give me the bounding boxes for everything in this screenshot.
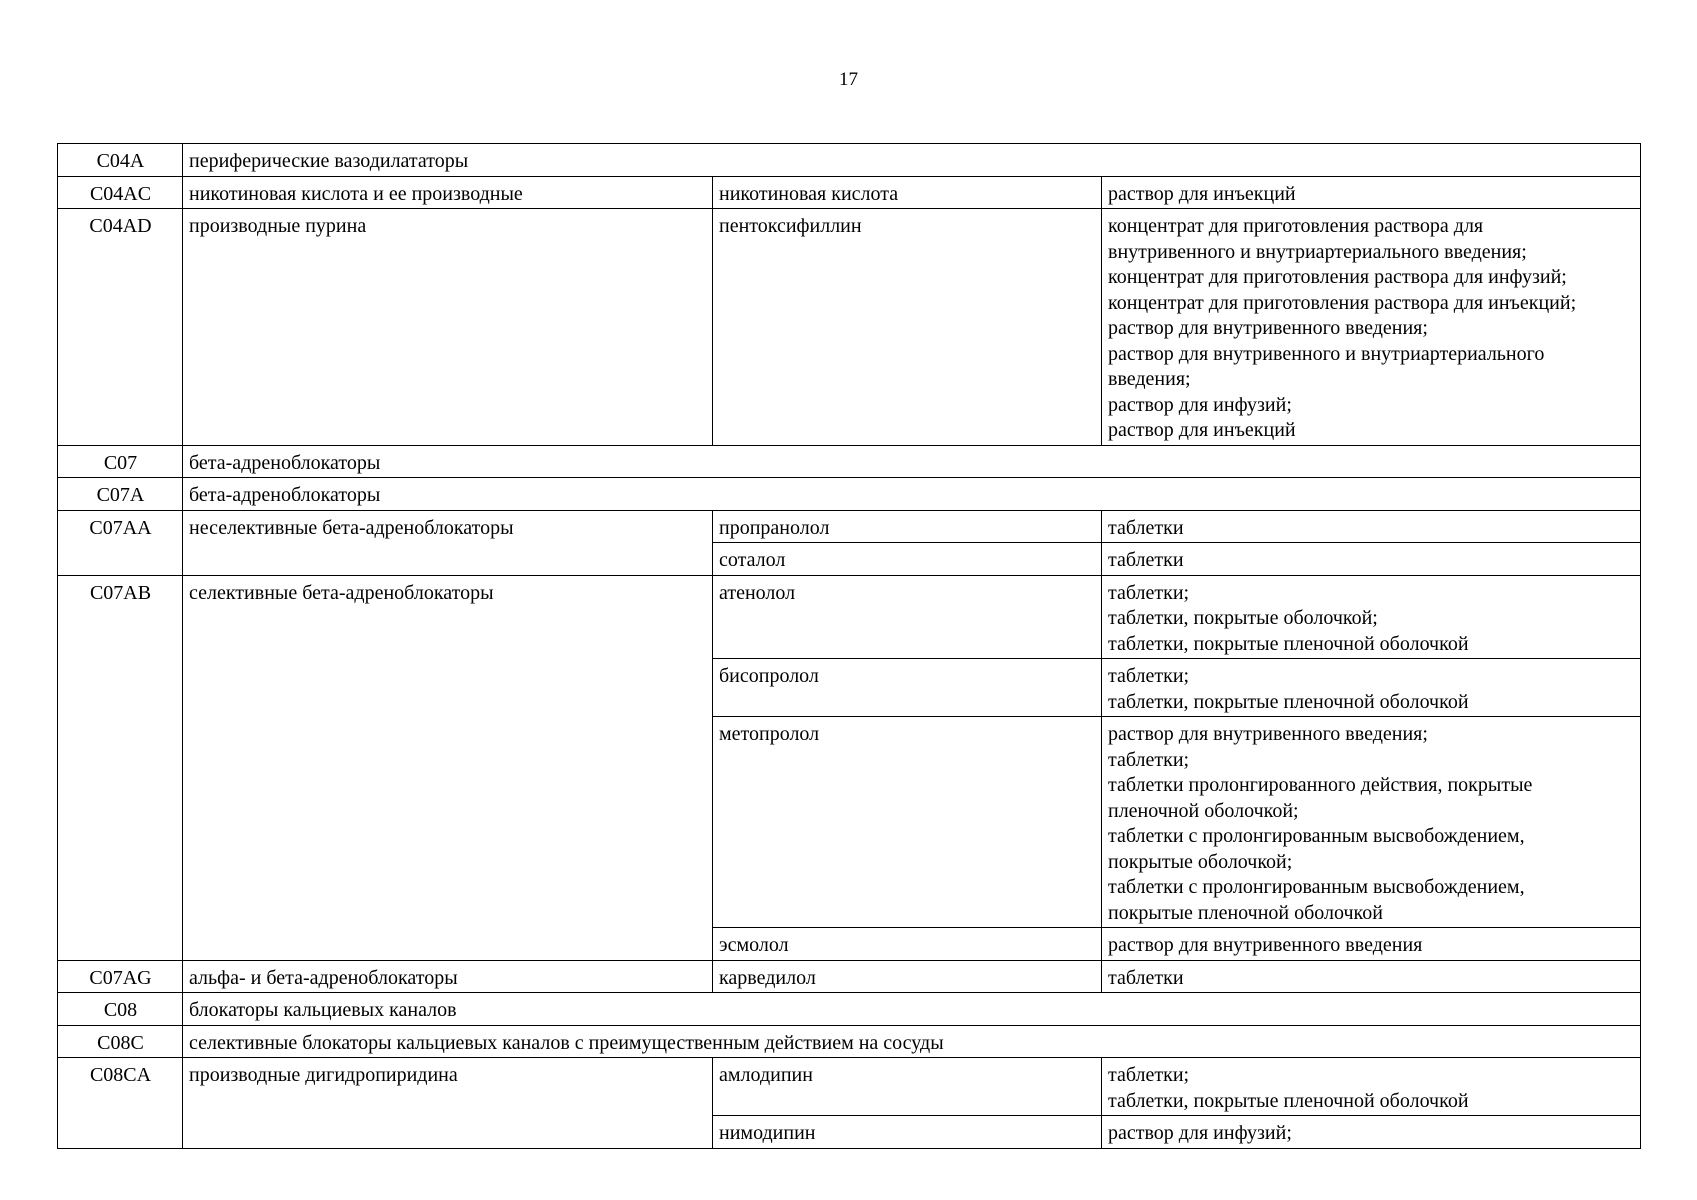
dosage-forms [1102, 575, 1641, 659]
page-number: 17 [839, 69, 858, 90]
substance-name: амлодипин [713, 1058, 1102, 1116]
dosage-form-line: пленочной оболочкой; [1108, 799, 1299, 822]
dosage-form-line: раствор для инфузий; [1108, 1122, 1292, 1144]
dosage-form-line: таблетки пролонгированного действия, покрытые [1108, 774, 1533, 796]
dosage-form-line: таблетки [1108, 966, 1184, 989]
table-row [58, 510, 1641, 543]
dosage-forms [1102, 659, 1641, 717]
group-name: бета-адреноблокаторы [183, 478, 1641, 511]
group-name: селективные бета-адреноблокаторы [183, 575, 713, 960]
table-row [58, 176, 1641, 209]
substance-name: эсмолол [713, 928, 1102, 961]
dosage-form-line: таблетки с пролонгированным высвобождением, [1108, 876, 1525, 898]
dosage-form-line: концентрат для приготовления раствора для инъекций; [1108, 291, 1577, 314]
dosage-form-line: покрытые оболочкой; [1108, 850, 1293, 873]
atc-code: C08CA [58, 1058, 183, 1149]
atc-code: C07AG [58, 960, 183, 993]
dosage-form-line: раствор для внутривенного и внутриартериального [1108, 342, 1545, 365]
atc-code: C07AB [58, 575, 183, 960]
table-row [58, 209, 1641, 446]
substance-name: атенолол [713, 575, 1102, 659]
dosage-form-line: таблетки с пролонгированным высвобождением, [1108, 825, 1525, 847]
dosage-form-line: таблетки, покрытые пленочной оболочкой [1108, 632, 1469, 655]
group-name: периферические вазодилататоры [183, 144, 1641, 177]
group-name: блокаторы кальциевых каналов [183, 993, 1641, 1026]
substance-name: бисопролол [713, 659, 1102, 717]
table-row [58, 445, 1641, 478]
dosage-forms [1102, 543, 1641, 576]
atc-code: C04AD [58, 209, 183, 446]
group-name: бета-адреноблокаторы [183, 445, 1641, 478]
dosage-form-line: раствор для внутривенного введения [1108, 934, 1423, 956]
dosage-form-line: концентрат для приготовления раствора для [1108, 215, 1484, 237]
table-row [58, 144, 1641, 177]
group-name: никотиновая кислота и ее производные [183, 176, 713, 209]
dosage-form-line: таблетки, покрытые оболочкой; [1108, 607, 1378, 629]
atc-code: C04AC [58, 176, 183, 209]
dosage-form-line: таблетки; [1108, 1064, 1190, 1086]
dosage-form-line: таблетки [1108, 516, 1184, 539]
atc-drug-table [57, 143, 1641, 1149]
substance-name: карведилол [713, 960, 1102, 993]
dosage-form-line: таблетки [1108, 549, 1184, 571]
substance-name: метопролол [713, 717, 1102, 928]
dosage-form-line: раствор для инфузий; [1108, 393, 1292, 416]
table-row [58, 960, 1641, 993]
group-name: неселективные бета-адреноблокаторы [183, 510, 713, 575]
dosage-form-line: концентрат для приготовления раствора для инфузий; [1108, 266, 1567, 288]
dosage-form-line: раствор для внутривенного введения; [1108, 317, 1428, 339]
atc-code: C07AA [58, 510, 183, 575]
dosage-form-line: внутривенного и внутриартериального введения; [1108, 240, 1527, 263]
atc-code: C08C [58, 1025, 183, 1058]
dosage-forms [1102, 960, 1641, 993]
dosage-forms [1102, 176, 1641, 209]
dosage-forms [1102, 510, 1641, 543]
group-name: селективные блокаторы кальциевых каналов с преимущественным действием на сосуды [183, 1025, 1641, 1058]
dosage-forms [1102, 717, 1641, 928]
dosage-form-line: раствор для внутривенного введения; [1108, 723, 1428, 745]
atc-code: C04A [58, 144, 183, 177]
atc-code: C07 [58, 445, 183, 478]
atc-code: C07A [58, 478, 183, 511]
table-row [58, 1025, 1641, 1058]
atc-code: C08 [58, 993, 183, 1026]
substance-name: нимодипин [713, 1116, 1102, 1149]
dosage-form-line: таблетки; [1108, 748, 1190, 771]
dosage-form-line: покрытые пленочной оболочкой [1108, 901, 1383, 924]
dosage-form-line: раствор для инъекций [1108, 182, 1296, 205]
dosage-form-line: раствор для инъекций [1108, 419, 1296, 441]
table-row [58, 575, 1641, 659]
dosage-form-line: таблетки, покрытые пленочной оболочкой [1108, 1089, 1469, 1112]
dosage-forms [1102, 209, 1641, 446]
group-name: альфа- и бета-адреноблокаторы [183, 960, 713, 993]
group-name: производные дигидропиридина [183, 1058, 713, 1149]
table-row [58, 993, 1641, 1026]
substance-name: соталол [713, 543, 1102, 576]
dosage-forms [1102, 928, 1641, 961]
dosage-form-line: таблетки; [1108, 665, 1190, 687]
dosage-form-line: введения; [1108, 368, 1191, 390]
dosage-form-line: таблетки, покрытые пленочной оболочкой [1108, 690, 1469, 713]
table-row [58, 478, 1641, 511]
substance-name: никотиновая кислота [713, 176, 1102, 209]
substance-name: пентоксифиллин [713, 209, 1102, 446]
dosage-forms [1102, 1116, 1641, 1149]
substance-name: пропранолол [713, 510, 1102, 543]
table-row [58, 1058, 1641, 1116]
dosage-form-line: таблетки; [1108, 581, 1190, 604]
dosage-forms [1102, 1058, 1641, 1116]
group-name: производные пурина [183, 209, 713, 446]
